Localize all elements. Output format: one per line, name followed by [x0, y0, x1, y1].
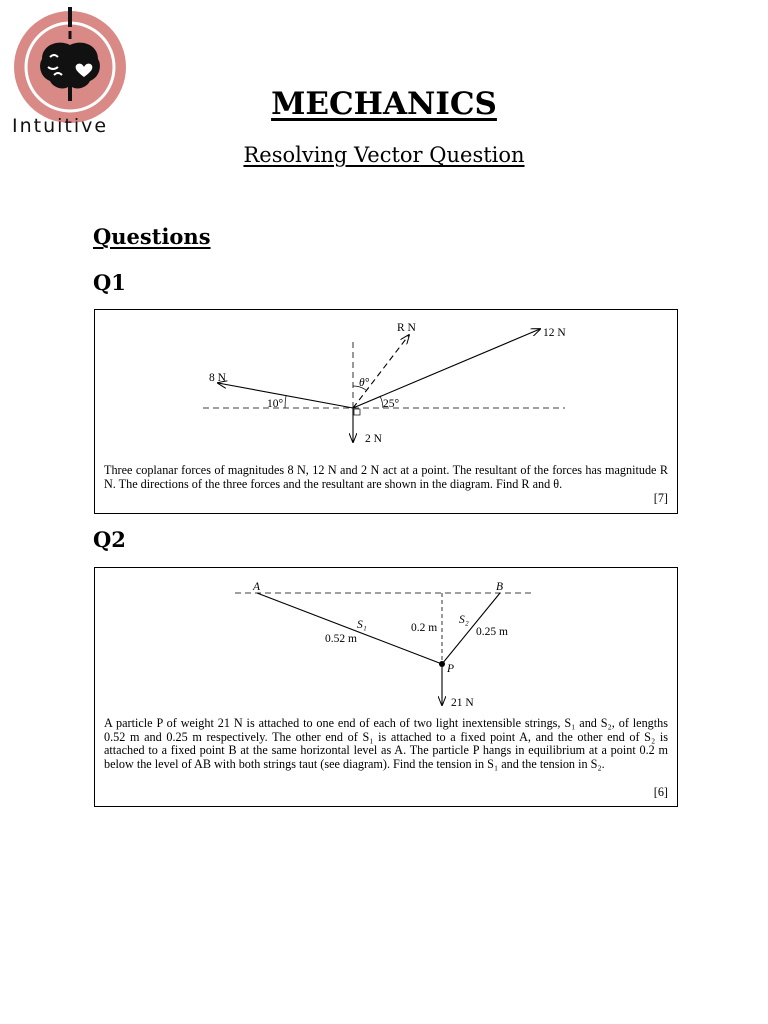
- label-s1: S₁: [357, 619, 367, 631]
- page-title: MECHANICS: [271, 86, 497, 122]
- section-heading: Questions: [93, 224, 211, 249]
- page-subtitle: Resolving Vector Question: [243, 143, 525, 167]
- question-2-text: A particle P of weight 21 N is attached to one end of each of two light inextensible strings, S₁ and S₂, of lengths 0.52 m and 0.25 m respectively. The other end of S₁ is attached to a fixed point A, and the other end of S₂ is attached to a fixed point B at the same horizontal level as A. The particle P hangs in equilibrium at a point 0.2 m below the level of AB with both strings taut (see diagram). Find the tension in S₁ and the tension in S₂.: [104, 716, 668, 771]
- label-force-2: 2 N: [365, 433, 382, 445]
- question-2-label: Q2: [93, 527, 126, 552]
- label-s2: S₂: [459, 614, 469, 626]
- question-2-diagram: [95, 568, 679, 808]
- label-resultant: R N: [397, 322, 416, 334]
- question-1-label: Q1: [93, 270, 126, 295]
- question-2-box: [94, 567, 678, 807]
- label-force-12: 12 N: [543, 327, 566, 339]
- label-length-s1: 0.52 m: [325, 633, 357, 645]
- question-2-marks: [6]: [653, 785, 668, 799]
- logo-wordmark: Intuitive: [12, 115, 109, 137]
- label-point-a: A: [253, 581, 261, 593]
- question-1-marks: [7]: [653, 491, 668, 505]
- label-point-p: P: [447, 663, 455, 675]
- label-force-8: 8 N: [209, 372, 226, 384]
- label-point-b: B: [496, 581, 504, 593]
- label-angle-theta: θ°: [359, 377, 370, 389]
- label-angle-10: 10°: [267, 398, 284, 410]
- label-length-s2: 0.25 m: [476, 626, 508, 638]
- label-weight: 21 N: [451, 697, 474, 709]
- label-depth: 0.2 m: [411, 622, 438, 634]
- label-angle-25: 25°: [383, 398, 400, 410]
- question-1-text: Three coplanar forces of magnitudes 8 N, 12 N and 2 N act at a point. The resultant of the forces has magnitude R N. The directions of the three forces and the resultant are shown in the diagram. Find R and θ.: [104, 463, 668, 491]
- question-1-box: [94, 309, 678, 514]
